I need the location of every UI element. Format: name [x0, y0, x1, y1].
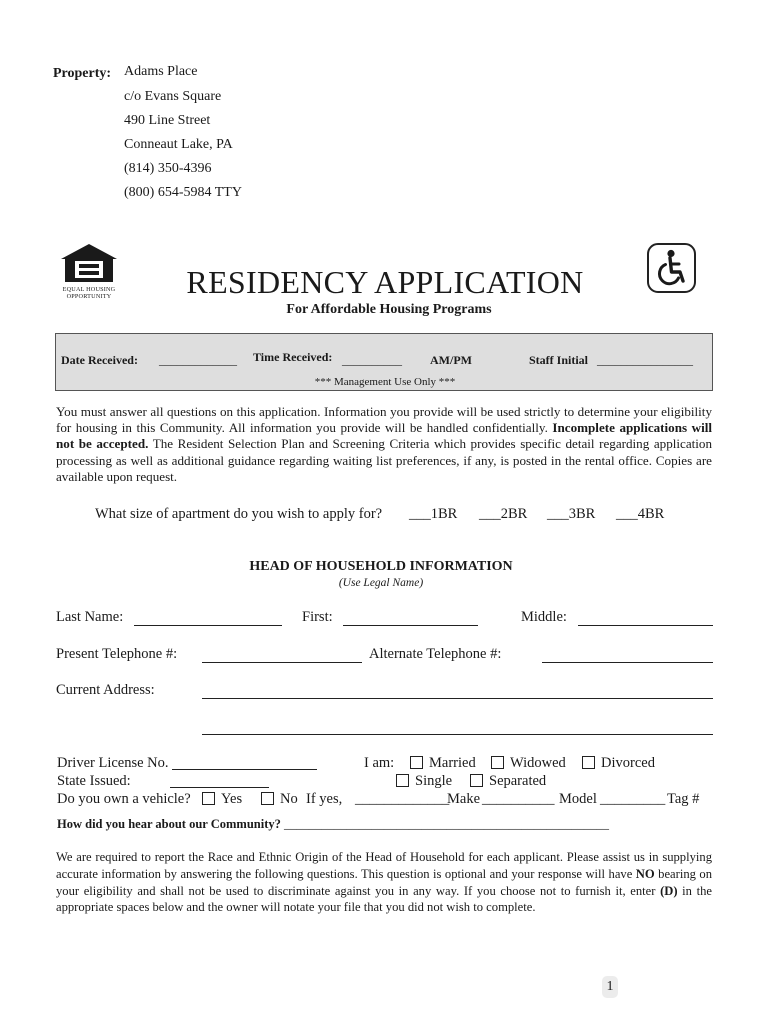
property-tty: (800) 654-5984 TTY: [124, 185, 242, 200]
option-1br[interactable]: ___1BR: [409, 506, 458, 522]
equal-housing-caption: EQUAL HOUSING OPPORTUNITY: [62, 286, 116, 300]
current-address-field-line-2[interactable]: [202, 734, 713, 735]
management-note: *** Management Use Only ***: [314, 376, 456, 388]
single-label: Single: [415, 773, 453, 789]
page-number: 1: [602, 976, 618, 998]
marital-status-label: I am:: [364, 755, 395, 771]
am-pm-label: AM/PM: [430, 353, 472, 367]
intro-bold-warning: Incomplete applications will not be accepted.: [56, 420, 712, 452]
married-label: Married: [429, 755, 476, 771]
page-title: RESIDENCY APPLICATION: [186, 264, 584, 300]
race-text-3: in the appropriate spaces below and the owner will notate your file that you did not wish to complete.: [56, 883, 712, 915]
make-field[interactable]: _____________: [355, 791, 450, 807]
date-received-label: Date Received:: [61, 353, 138, 367]
widowed-label: Widowed: [510, 755, 566, 771]
property-street: 490 Line Street: [124, 113, 211, 128]
alternate-phone-label: Alternate Telephone #:: [369, 646, 502, 662]
divorced-label: Divorced: [601, 755, 655, 771]
driver-license-label: Driver License No.: [57, 755, 169, 771]
property-care-of: c/o Evans Square: [124, 89, 222, 104]
married-checkbox[interactable]: [410, 756, 423, 769]
vehicle-no-label: No: [280, 791, 298, 807]
separated-checkbox[interactable]: [470, 774, 483, 787]
model-field[interactable]: __________: [482, 791, 555, 807]
race-bold-d: (D): [660, 883, 678, 898]
management-use-box: [55, 333, 713, 391]
separated-label: Separated: [489, 773, 547, 789]
option-4br[interactable]: ___4BR: [616, 506, 665, 522]
race-bold-no: NO: [635, 866, 655, 881]
single-checkbox[interactable]: [396, 774, 409, 787]
section-subtitle-legal-name: (Use Legal Name): [338, 577, 424, 589]
option-3br[interactable]: ___3BR: [547, 506, 596, 522]
race-text-1: We are required to report the Race and Ethnic Origin of the Head of Household for each applicant. Please assist us in supplying accurate information by answering the following questions. This question is optional and your response will have: [56, 850, 712, 881]
referral-source-question: [57, 817, 609, 832]
property-phone: (814) 350-4396: [124, 161, 212, 176]
page-subtitle: For Affordable Housing Programs: [286, 302, 492, 317]
last-name-label: Last Name:: [56, 609, 124, 625]
property-name: Adams Place: [124, 64, 198, 79]
current-address-field-line-1[interactable]: [202, 698, 713, 699]
staff-initial-label: Staff Initial: [529, 353, 589, 367]
referral-source-field[interactable]: ____________________________________________________: [284, 817, 610, 831]
time-received-label: Time Received:: [253, 350, 333, 364]
first-name-field[interactable]: [343, 625, 478, 626]
time-received-field[interactable]: __________: [342, 353, 402, 367]
date-received-field[interactable]: _____________: [159, 353, 237, 367]
state-issued-label: State Issued:: [57, 773, 131, 789]
intro-text-1: You must answer all questions on this application. Information you provide will be used strictly to determine your eligibility for housing in this Community. All information you provide will be handled confidentially.: [56, 404, 712, 436]
race-ethnicity-paragraph: [56, 849, 712, 916]
vehicle-no-checkbox[interactable]: [261, 792, 274, 805]
referral-source-label: How did you hear about our Community?: [57, 817, 281, 831]
model-label: Model: [559, 791, 597, 807]
option-2br[interactable]: ___2BR: [479, 506, 528, 522]
tag-field[interactable]: _________: [600, 791, 666, 807]
if-yes-label: If yes,: [306, 791, 343, 807]
middle-name-field[interactable]: [578, 625, 713, 626]
tag-label: Tag #: [667, 791, 700, 807]
last-name-field[interactable]: [134, 625, 282, 626]
present-phone-label: Present Telephone #:: [56, 646, 178, 662]
race-text-2: bearing on your eligibility and shall not be used to discriminate against you in any way. If you choose not to furnish it, enter: [56, 866, 712, 898]
staff-initial-field[interactable]: ________________: [597, 353, 693, 367]
divorced-checkbox[interactable]: [582, 756, 595, 769]
widowed-checkbox[interactable]: [491, 756, 504, 769]
property-city: Conneaut Lake, PA: [124, 137, 233, 152]
first-name-label: First:: [302, 609, 333, 625]
intro-text-2: The Resident Selection Plan and Screening Criteria which provides specific detail regarding application processing as well as additional guidance regarding waiting list preferences, if any, is posted in the rental office. Copies are available upon request.: [56, 436, 713, 484]
apartment-size-question: What size of apartment do you wish to apply for?: [95, 506, 383, 522]
driver-license-field[interactable]: [172, 769, 317, 770]
intro-paragraph: [56, 404, 712, 485]
section-title-head-of-household: HEAD OF HOUSEHOLD INFORMATION: [249, 559, 513, 574]
vehicle-yes-checkbox[interactable]: [202, 792, 215, 805]
middle-name-label: Middle:: [521, 609, 567, 625]
vehicle-yes-label: Yes: [221, 791, 243, 807]
state-issued-field[interactable]: [170, 787, 269, 788]
vehicle-question: Do you own a vehicle?: [57, 791, 191, 807]
present-phone-field[interactable]: [202, 662, 362, 663]
property-label: Property:: [53, 66, 112, 81]
alternate-phone-field[interactable]: [542, 662, 713, 663]
current-address-label: Current Address:: [56, 682, 155, 698]
make-label: Make: [447, 791, 481, 807]
